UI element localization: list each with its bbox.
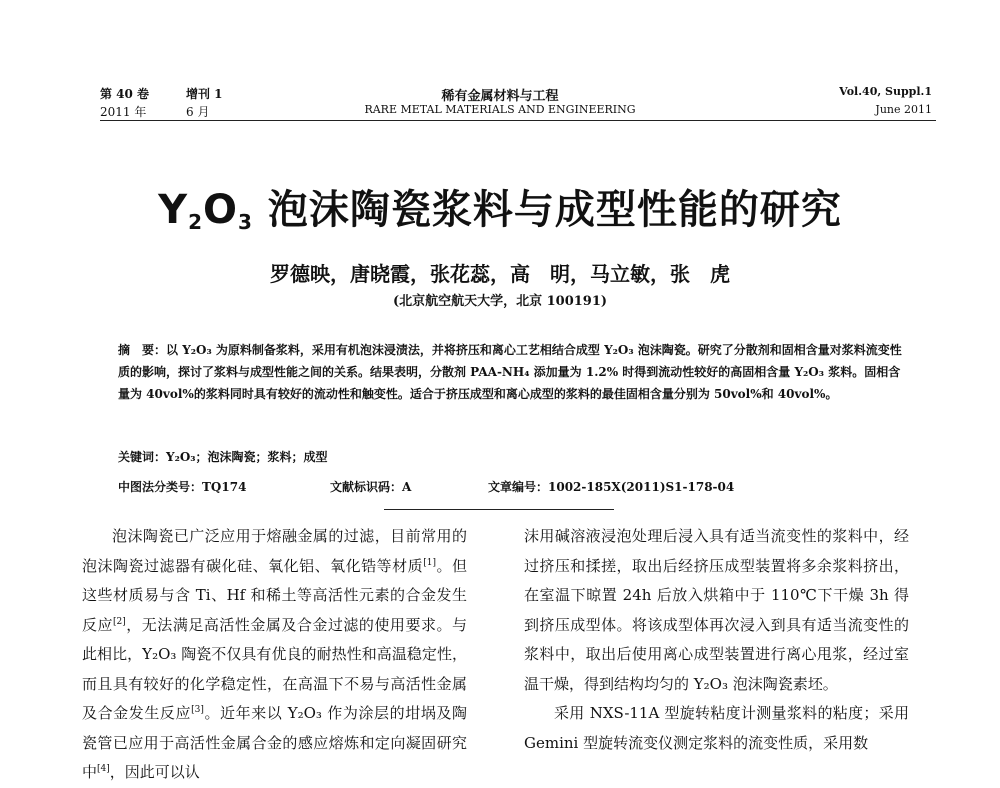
keywords xyxy=(118,448,328,465)
section-rule xyxy=(384,509,614,510)
text-run: 但这些材质易与含 Ti、Hf 和稀土等高活性元素的合金发生反应 xyxy=(82,556,467,634)
paragraph: 采用 NXS-11A 型旋转粘度计测量浆料的粘度；采用 Gemini 型旋转流变仪测定浆料的流变性质，采用数 xyxy=(524,704,909,752)
text-run: 泡沫陶瓷已广泛应用于熔融金属的过滤，目前常用的泡沫陶瓷过滤器有碳化硅、氧化铝、氧化锆等材质 xyxy=(82,527,467,575)
citation: [1] xyxy=(423,557,436,568)
clc-number: 中图法分类号：TQ174 xyxy=(118,480,247,494)
issue-cn: 增刊 1 xyxy=(186,87,223,101)
text-run: ，因此可以认 xyxy=(109,763,200,781)
paragraph xyxy=(82,522,467,788)
date-en: June 2011 xyxy=(875,103,932,116)
abstract-label: 摘 要： xyxy=(118,343,167,357)
journal-name-en: RARE METAL MATERIALS AND ENGINEERING xyxy=(364,103,636,116)
abstract-text: 以 Y₂O₃ 为原料制备浆料，采用有机泡沫浸渍法，并将挤压和离心工艺相结合成型 Y₂O₃ 泡沫陶瓷。研究了分散剂和固相含量对浆料流变性质的影响，探讨了浆料与成型性能之间的关系。结果表明，分散剂 PAA-NH₄ 添加量为 1.2% 时得到流动性较好的高固相含量 Y₂O₃ 浆料。固相含量为 40vol%的浆料同时具有较好的流动性和触变性。适合于挤压成型和离心成型的浆料的最佳固相含量分别为 50vol%和 40vol%。 xyxy=(118,343,902,401)
title-o: O xyxy=(203,187,239,233)
title-sub-3: 3 xyxy=(238,210,253,234)
month-cn: 6 月 xyxy=(186,105,210,119)
paper-title xyxy=(0,178,1000,235)
text-run: 。 xyxy=(435,556,452,575)
volume-cn: 第 40 卷 xyxy=(100,87,150,101)
paragraph: 沫用碱溶液浸泡处理后浸入具有适当流变性的浆料中，经过挤压和揉搓，取出后经挤压成型装置将多余浆料挤出，在室温下晾置 24h 后放入烘箱中于 110℃下干燥 3h 得到挤压成型体。将该成型体再次浸入到具有适当流变性的浆料中，取出后使用离心成型装置进行离心甩浆，经过室温干燥，得到结构均匀的 Y₂O₃ 泡沫陶瓷素坯。 xyxy=(524,527,909,693)
keywords-label: 关键词： xyxy=(118,450,167,464)
text-run: 。 xyxy=(203,704,221,722)
affiliation: (北京航空航天大学，北京 100191) xyxy=(392,294,608,309)
year-cn: 2011 年 xyxy=(100,105,147,119)
citation: [3] xyxy=(191,705,204,715)
keywords-text: Y₂O₃；泡沫陶瓷；浆料；成型 xyxy=(166,450,328,464)
text-run: ，无法满足高活性金属及合金过滤的使用要求。 xyxy=(125,615,452,634)
citation: [2] xyxy=(113,616,126,627)
text-run: 近年来以 Y₂O₃ 作为涂层的坩埚及陶瓷管已应用于高活性金属合金的感应熔炼和定向凝固研究中 xyxy=(82,704,467,781)
abstract xyxy=(118,339,908,405)
citation: [4] xyxy=(97,764,110,774)
journal-name-cn: 稀有金属材料与工程 xyxy=(441,89,559,104)
authors: 罗德映，唐晓霞，张花蕊，高 明，马立敏，张 虎 xyxy=(270,262,730,286)
title-text: 泡沫陶瓷浆料与成型性能的研究 xyxy=(252,187,842,233)
title-sub-2: 2 xyxy=(188,210,203,234)
header-rule xyxy=(100,120,936,121)
text-run: 与此相比，Y₂O₃ 陶瓷不仅具有优良的耐热性和高温稳定性，而且具有较好的化学稳定性，在高温下不易与高活性金属及合金发生反应 xyxy=(82,615,467,722)
document-code: 文献标识码：A xyxy=(330,480,412,494)
body-column-left xyxy=(82,522,467,788)
volume-en: Vol.40, Suppl.1 xyxy=(839,85,932,98)
article-number: 文章编号：1002-185X(2011)S1-178-04 xyxy=(488,480,735,494)
title-y: Y xyxy=(158,187,189,233)
body-column-right xyxy=(524,522,909,758)
